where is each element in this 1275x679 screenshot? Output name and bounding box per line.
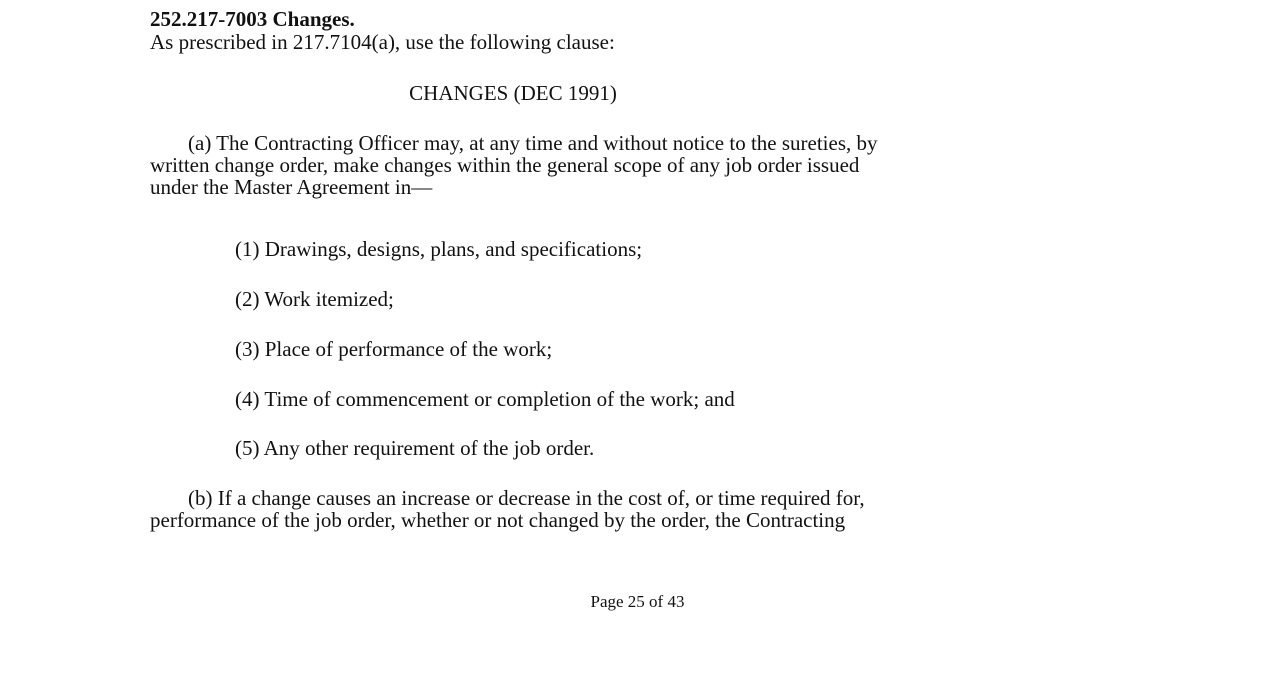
document-page	[150, 0, 1110, 679]
section-heading: 252.217-7003 Changes.	[150, 7, 355, 31]
list-item: (1) Drawings, designs, plans, and specifications;	[235, 237, 643, 261]
list-item: (3) Place of performance of the work;	[235, 337, 553, 361]
paragraph-b	[150, 487, 1130, 531]
paragraph-b-line-2: performance of the job order, whether or not changed by the order, the Contracting	[150, 508, 846, 532]
paragraph-a	[150, 132, 1130, 198]
paragraph-a-line-1: (a) The Contracting Officer may, at any time and without notice to the sureties, by	[188, 131, 878, 155]
paragraph-a-line-2: written change order, make changes within the general scope of any job order issued	[150, 153, 860, 177]
paragraph-a-line-3: under the Master Agreement in—	[150, 175, 433, 199]
page-footer	[0, 591, 1275, 613]
list-item: (4) Time of commencement or completion of the work; and	[235, 387, 735, 411]
list-item: (2) Work itemized;	[235, 287, 394, 311]
page-number: Page 25 of 43	[590, 592, 685, 611]
clause-title: CHANGES (DEC 1991)	[409, 81, 617, 105]
paragraph-b-line-1: (b) If a change causes an increase or decrease in the cost of, or time required for,	[188, 486, 865, 510]
list-item: (5) Any other requirement of the job order.	[235, 436, 595, 460]
prescription-text: As prescribed in 217.7104(a), use the following clause:	[150, 30, 615, 54]
